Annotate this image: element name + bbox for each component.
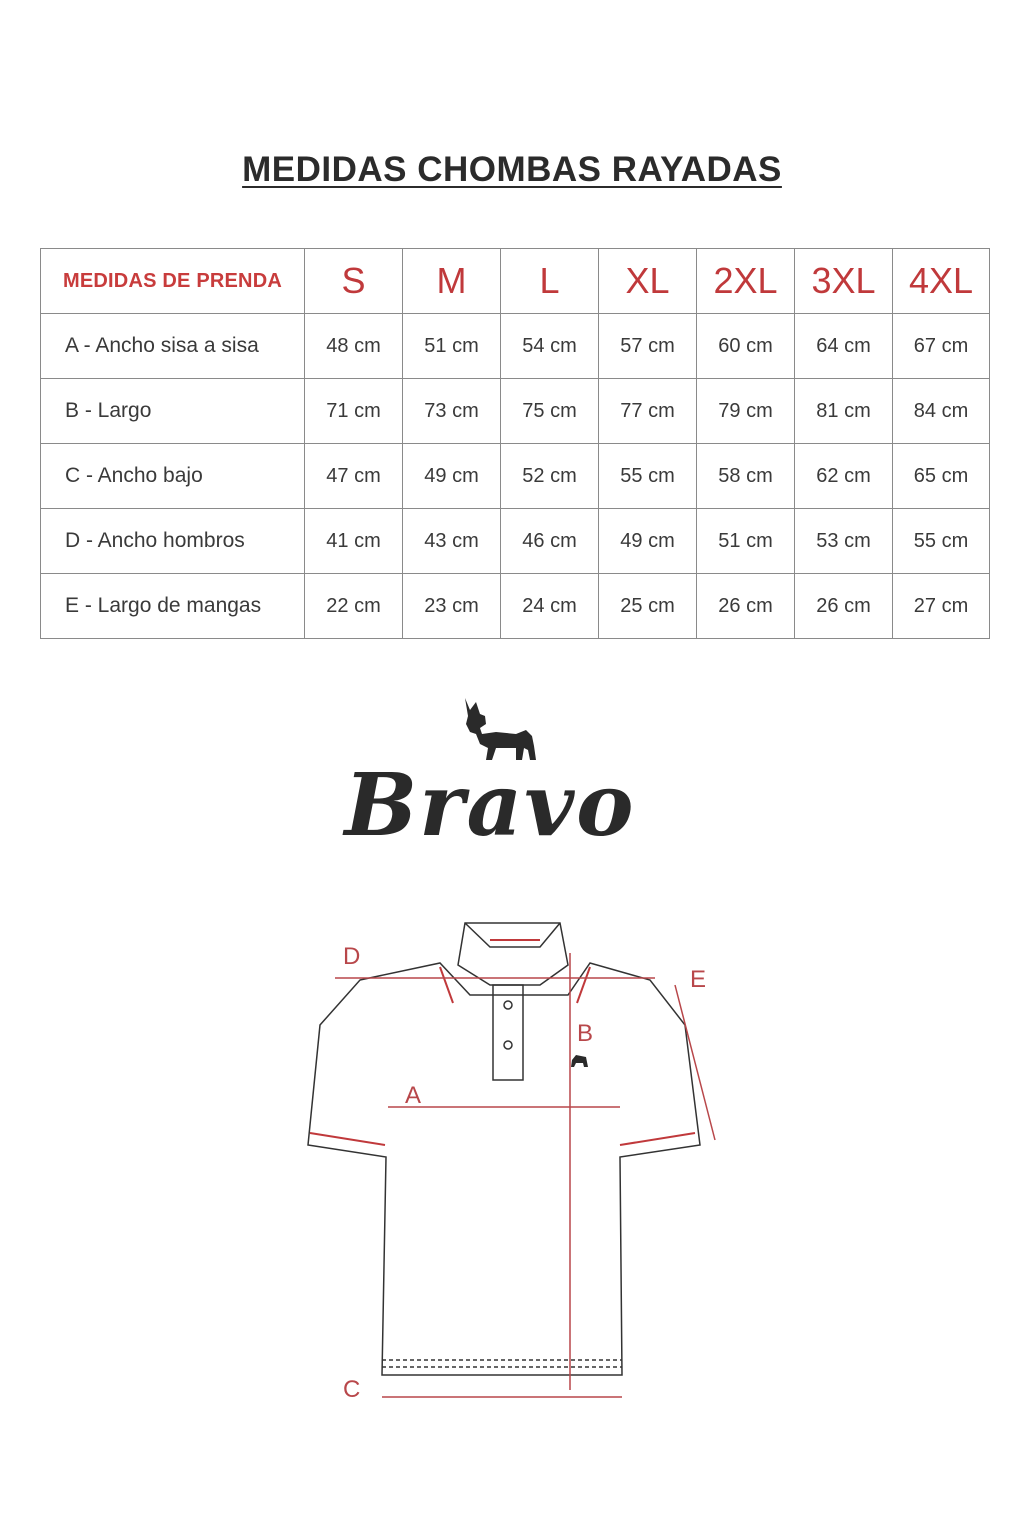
table-cell: 55 cm (599, 444, 697, 509)
table-cell: 26 cm (795, 574, 893, 639)
table-cell: 84 cm (893, 379, 990, 444)
table-cell: 71 cm (305, 379, 403, 444)
row-label: D - Ancho hombros (41, 509, 305, 574)
row-label: B - Largo (41, 379, 305, 444)
table-cell: 26 cm (697, 574, 795, 639)
diagram-label-d: D (343, 943, 361, 970)
table-cell: 67 cm (893, 314, 990, 379)
chest-logo-icon (571, 1055, 588, 1067)
table-cell: 51 cm (697, 509, 795, 574)
table-cell: 65 cm (893, 444, 990, 509)
table-cell: 62 cm (795, 444, 893, 509)
tipping-stripes (310, 940, 695, 1145)
polo-outline (308, 923, 700, 1375)
table-cell: 49 cm (403, 444, 501, 509)
table-cell: 49 cm (599, 509, 697, 574)
table-row (41, 509, 990, 574)
table-cell: 75 cm (501, 379, 599, 444)
measure-line-e (675, 985, 715, 1140)
table-cell: 48 cm (305, 314, 403, 379)
size-header: 3XL (795, 249, 893, 314)
size-header: 2XL (697, 249, 795, 314)
polo-diagram (290, 905, 750, 1425)
table-cell: 25 cm (599, 574, 697, 639)
size-chart-table (40, 248, 990, 639)
diagram-label-a: A (405, 1082, 422, 1109)
table-cell: 51 cm (403, 314, 501, 379)
table-cell: 60 cm (697, 314, 795, 379)
size-header: L (501, 249, 599, 314)
table-cell: 77 cm (599, 379, 697, 444)
table-cell: 52 cm (501, 444, 599, 509)
table-cell: 58 cm (697, 444, 795, 509)
table-corner-label: MEDIDAS DE PRENDA (41, 249, 305, 314)
table-cell: 73 cm (403, 379, 501, 444)
page-title: MEDIDAS CHOMBAS RAYADAS (242, 150, 782, 189)
table-cell: 22 cm (305, 574, 403, 639)
table-cell: 55 cm (893, 509, 990, 574)
row-label: E - Largo de mangas (41, 574, 305, 639)
diagram-label-b: B (577, 1020, 594, 1047)
size-header: 4XL (893, 249, 990, 314)
table-cell: 23 cm (403, 574, 501, 639)
size-header: XL (599, 249, 697, 314)
table-cell: 27 cm (893, 574, 990, 639)
size-header: M (403, 249, 501, 314)
table-cell: 79 cm (697, 379, 795, 444)
measurement-lines (335, 953, 715, 1397)
table-cell: 57 cm (599, 314, 697, 379)
bulldog-icon (465, 698, 536, 760)
page-title-wrap (0, 150, 1024, 190)
table-cell: 46 cm (501, 509, 599, 574)
table-row (41, 574, 990, 639)
brand-name: Bravo (344, 755, 636, 850)
table-cell: 54 cm (501, 314, 599, 379)
table-cell: 41 cm (305, 509, 403, 574)
row-label: A - Ancho sisa a sisa (41, 314, 305, 379)
size-header: S (305, 249, 403, 314)
table-row (41, 314, 990, 379)
table-cell: 81 cm (795, 379, 893, 444)
table-row (41, 379, 990, 444)
table-header-row (41, 249, 990, 314)
table-cell: 64 cm (795, 314, 893, 379)
diagram-label-c: C (343, 1376, 361, 1403)
table-cell: 53 cm (795, 509, 893, 574)
table-row (41, 444, 990, 509)
diagram-label-e: E (690, 966, 707, 993)
table-cell: 47 cm (305, 444, 403, 509)
table-cell: 43 cm (403, 509, 501, 574)
brand-logo (310, 690, 670, 850)
row-label: C - Ancho bajo (41, 444, 305, 509)
table-cell: 24 cm (501, 574, 599, 639)
